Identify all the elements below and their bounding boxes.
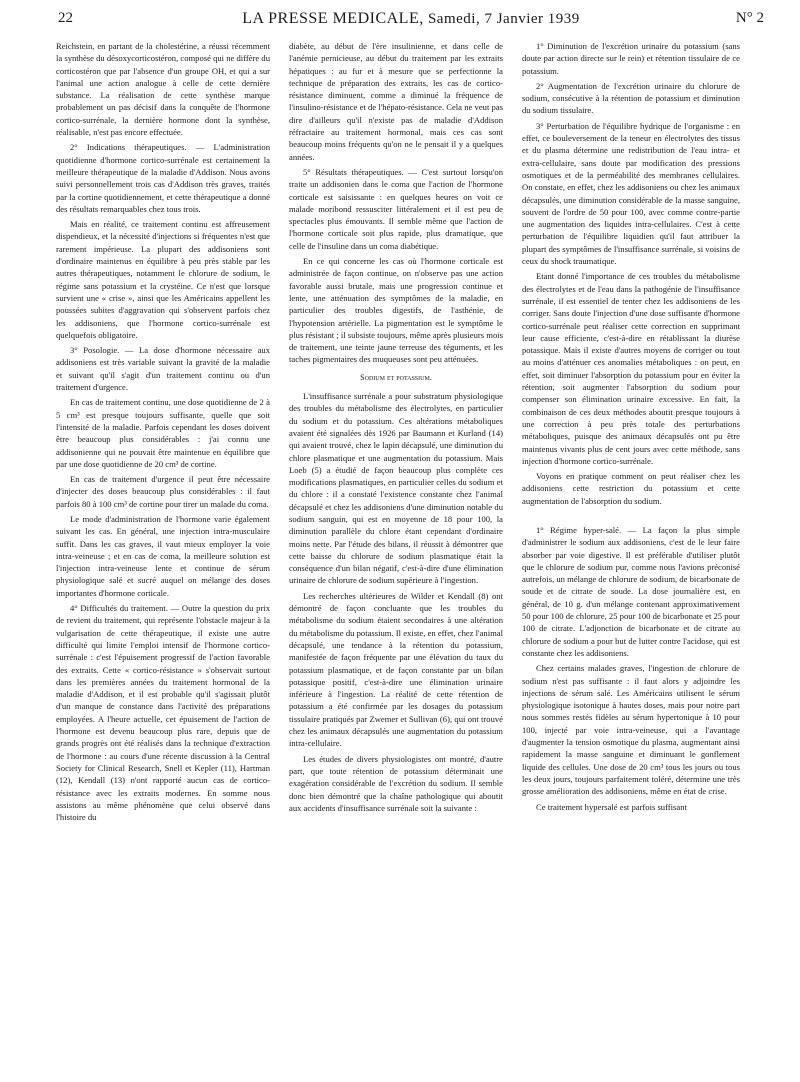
paragraph: 3° Perturbation de l'équilibre hydrique de l'organisme : en effet, ce bouleversement de la teneur en électrolytes des tissus et du plasma détermine une redistribution de l'eau intra- et extra-cellulaire, sans doute par modification des pressions osmotiques et de la perméabilité des membranes cellulaires. On constate, en effet, chez les addisoniens ou chez les animaux décapsulés, une diminution considérable de la masse sanguine, souvent de l'ordre de 50 pour 100, avec comme contre-partie une augmentation des liquides intra-cellulaires. C'est à cette perturbation de l'équilibre liquidien qu'il faut attribuer la plupart des symptômes de l'insuffisance surrénale, si voisins de ceux du shock traumatique.: [522, 120, 740, 267]
paragraph: 2° Augmentation de l'excrétion urinaire du chlorure de sodium, consécutive à la rétention de potassium et diminution du sodium tissulaire.: [522, 80, 740, 116]
paragraph: 2° Indications thérapeutiques. — L'administration quotidienne d'hormone cortico-surrénale est certainement la meilleure thérapeutique de la maladie d'Addison. Nous avons suivi personnellement trois cas d'Addison très graves, traités par la cortine quotidiennement, et cette thérapeutique a donné des résultats remarquables chez tous trois.: [56, 142, 270, 214]
issue-date: Samedi, 7 Janvier 1939: [427, 11, 580, 27]
paragraph: En cas de traitement d'urgence il peut être nécessaire d'injecter des doses beaucoup plus considérables : il faut parfois 80 à 100 cm³ de cortine pour tirer un malade du coma.: [56, 474, 270, 509]
paragraph: 4° Difficultés du traitement. — Outre la question du prix de revient du traitement, qui représente l'obstacle majeur à la vulgarisation de cette thérapeutique, il existe une autre difficulté qui limite l'emploi intensif de l'hormone cortico-surrénale : c'est l'épuisement progressif de l'action favorable des extraits. Cette « cortico-résistance » s'observait surtout dans les premières années du traitement hormonal de la maladie d'Addison, et il est probable qu'il s'agissait plutôt d'un manque de constance dans l'activité des préparations employées. A l'heure actuelle, cet épuisement de l'action de l'hormone est devenu beaucoup plus rare, depuis que de grands progrès ont été réalisés dans la technique d'extraction de l'hormone : au cours d'une récente discussion à la Central Society for Clinical Research, Snell et Kepler (11), Hartman (12), Kendall (13) n'ont rapporté aucun cas de cortico-résistance avec les extraits modernes. En somme nous assistons au même phénomène que celui observé dans l'histoire du: [56, 603, 270, 823]
paragraph: Chez certains malades graves, l'ingestion de chlorure de sodium n'est pas suffisante : il faut alors y adjoindre les injections de sérum salé. Les Américains utilisent le sérum physiologique isotonique à hautes doses, mais pour notre part nous sommes restés fidèles au sérum hypertonique à 10 pour 100, injecté par voie intra-veineuse, qui a l'avantage d'augmenter la tension osmotique du plasma, augmentant ainsi rapidement la masse sanguine et diminuant le gonflement liquide des cellules. Une dose de 20 cm³ tous les jours ou tous les deux jours, toujours parfaitement toléré, détermine une très grosse amélioration des addisoniens, même en état de crise.: [522, 663, 740, 797]
paragraph: Etant donné l'importance de ces troubles du métabolisme des électrolytes et de l'eau dans la pathogénie de l'insuffisance surrénale, il est essentiel de tenter chez les addisoniens de les corriger. Sans doute l'injection d'une dose suffisante d'hormone cortico-surrénale peut réaliser cette correction en supprimant leur cause efficiente, c'est-à-dire en rétablissant la diurèse potassique. Mais il existe d'autres moyens de corriger ou tout au moins d'atténuer ces anomalies métaboliques : on peut, en effet, soit diminuer l'absorption du potassium pour en éviter la rétention, soit augmenter l'absorption du sodium pour compenser son élimination urinaire excessive. En fait, la combinaison de ces deux méthodes aboutit presque toujours à une correction à peu près totale des perturbations métaboliques, puisque des animaux décapsulés ont pu être maintenus vivants plus de cent jours avec cette méthode, sans injection d'hormone cortico-surrénale.: [522, 271, 740, 466]
paragraph: En cas de traitement continu, une dose quotidienne de 2 à 5 cm³ est presque toujours suffisante, quelle que soit l'intensité de la maladie. Parfois cependant les doses doivent être beaucoup plus considérables : j'ai connu une addisonienne qui ne pouvait être maintenue en équilibre que par une dose quotidienne de 20 cm³ de cortine.: [56, 397, 270, 469]
paragraph: Ce traitement hypersalé est parfois suffisant: [536, 801, 687, 812]
column-middle: [289, 40, 503, 1070]
paragraph: Le mode d'administration de l'hormone varie également suivant les cas. En général, une injection intra-musculaire suffit. Dans les cas graves, il vaut mieux employer la voie intra-veineuse ; et en cas de coma, la meilleure solution est l'injection intra-veineuse lente et continue de sérum physiologique salé et sucré auquel on mélange des doses importantes d'hormone corticale.: [56, 513, 270, 598]
paragraph: 1° Régime hyper-salé. — La façon la plus simple d'administrer le sodium aux addisoniens, c'est de le leur faire absorber par voie digestive. Il est préférable d'utiliser plutôt que le chlorure de sodium pur, comme nous l'avions préconisé autrefois, un mélange de chlorure de sodium, de bicarbonate de soude et de citrate de soude. La dose journalière est, en général, de 10 g. d'un mélange contenant approximativement 50 pour 100 de chlorure, 25 pour 100 de bicarbonate et 25 pour 100 de citrate. L'adjonction de bicarbonate et de citrate au chlorure de sodium a pour but de lutter contre l'acidose, qui est constante chez les addisoniens.: [522, 524, 740, 658]
paragraph: 1° Diminution de l'excrétion urinaire du potassium (sans doute par action directe sur le rein) et rétention tissulaire de ce potassium.: [522, 41, 740, 76]
paragraph: 5° Résultats thérapeutiques. — C'est surtout lorsqu'on traite un addisonien dans le coma que l'action de l'hormone corticale est saisissante : en quelques heures on voit ce malade moribond ressusciter littéralement et il est peu de spectacles plus émouvants. Il semble même que l'action de l'hormone corticale soit plus rapide, plus dramatique, que celle de l'insuline dans un coma diabétique.: [289, 166, 503, 251]
column-left: [56, 40, 270, 1070]
running-title: [58, 10, 764, 28]
paragraph: Les études de divers physiologistes ont montré, d'autre part, que toute rétention de potassium déterminait une exagération considérable de l'excrétion du sodium. Il semble donc bien démontré que la chaîne pathologique qui aboutit aux accidents d'insuffisance surrénale soit la suivante :: [289, 753, 503, 813]
issue-number: N° 2: [735, 10, 764, 26]
paragraph: 3° Posologie. — La dose d'hormone nécessaire aux addisoniens est très variable suivant la gravité de la maladie et suivant qu'il s'agit d'un traitement continu ou d'un traitement d'urgence.: [56, 345, 270, 393]
paragraph: Reichstein, en partant de la cholestérine, a réussi récemment la synthèse du désoxycorticostéron, composé qui ne diffère du corticostéron que par l'absence d'un groupe OH, et qui a sur l'animal une action analogue à celle de cette dernière substance. La réalisation de cette synthèse marque probablement un pas décisif dans la conquête de l'hormone cortico-surrénale, la dernière hormone dont la synthèse, réalisable, n'est pas encore effectuée.: [56, 41, 270, 138]
paragraph: Mais en réalité, ce traitement continu est affreusement dispendieux, et la nécessité d'injections si fréquentes n'est que rarement impérieuse. La plupart des addisoniens sont d'ordinaire maintenus en équilibre à peu près stable par les autres thérapeutiques, notamment le chlorure de sodium, le régime sans potassium et la crystéine. Ce n'est que lorsque survient une « crise », ainsi que les Américains appellent les poussées subites d'aggravation qui s'observent parfois chez les addisoniens, que l'hormone cortico-surrénale est quelquefois obligatoire.: [56, 219, 270, 340]
publication-name: LA PRESSE MEDICALE,: [242, 10, 424, 27]
paragraph: L'insuffisance surrénale a pour substratum physiologique des troubles du métabolisme des électrolytes, en particulier du sodium et du potassium. Ces altérations métaboliques avaient été signalées dès 1926 par Baumann et Kurland (14) qui avaient trouvé, chez le lapin décapsulé, une diminution du chlore plasmatique et une augmentation du potassium. Mais Loeb (5) a étudié de façon beaucoup plus complète ces modifications plasmatiques, en particulier celles du sodium et du chlore : il a constaté l'existence constante chez l'animal décapsulé et chez les addisoniens d'une diminution notable du sodium sanguin, qui est en moyenne de 18 pour 100, la diminution parallèle du chlore étant cependant d'ordinaire moins nette. Par l'étude des bilans, il réussit à démontrer que cette baisse du chlorure de sodium plasmatique était la conséquence d'un bilan négatif, c'est-à-dire d'une élimination urinaire de chlorure de sodium supérieure à l'ingestion.: [289, 391, 503, 586]
paragraph: diabète, au début de l'ère insulinienne, et dans celle de l'anémie pernicieuse, au début du traitement par les extraits hépatiques : au fur et à mesure que se perfectionne la technique de préparation des extraits, les cas de cortico-résistance diminuent, comme a diminué la fréquence de l'insulino-résistance et de l'hépato-résistance. Cela ne veut pas dire d'ailleurs qu'il n'existe pas de maladie d'Addison réfractaire au traitement hormonal, mais ces cas sont beaucoup moins fréquents qu'on ne le pensait il y a quelques années.: [289, 41, 503, 162]
page-header: [58, 8, 764, 32]
paragraph: Voyons en pratique comment on peut réaliser chez les addisoniens cette restriction du potassium et cette augmentation de l'absorption du sodium.: [522, 471, 740, 506]
column-right: [522, 40, 740, 1070]
spacer: [522, 510, 740, 524]
paragraph: En ce qui concerne les cas où l'hormone corticale est administrée de façon continue, on n'observe pas une action favorable aussi brutale, mais une progression continue et lente, une atténuation des symptômes de la maladie, en particulier des troubles digestifs, de l'asthénie, de l'hypotension artérielle. La pigmentation est le symptôme le plus résistant ; il subsiste toujours, même après plusieurs mois de traitement, une teinte jaune terreuse des téguments, et les taches pigmentaires des muqueuses sont peu atténuées.: [289, 256, 503, 365]
page-number: 22: [58, 10, 73, 26]
paragraph: Les recherches ultérieures de Wilder et Kendall (8) ont démontré de façon concluante que les troubles du métabolisme du sodium étaient secondaires à une altération du métabolisme du potassium. Il existe, en effet, chez l'animal décapsulé, une tendance à la rétention du potassium, manifestée de façon fréquente par une élévation du taux du potassium plasmatique, et de façon constante par un bilan potassique positif, c'est-à-dire une élimination urinaire inférieure à l'ingestion. La réalité de cette rétention de potassium a été confirmée par les dosages du potassium tissulaire pratiqués par Zwemer et Sullivan (6), qui ont trouvé chez les animaux décapsulés une augmentation du potassium intra-cellulaire.: [289, 590, 503, 749]
section-heading: Sodium et potassium.: [360, 372, 432, 382]
